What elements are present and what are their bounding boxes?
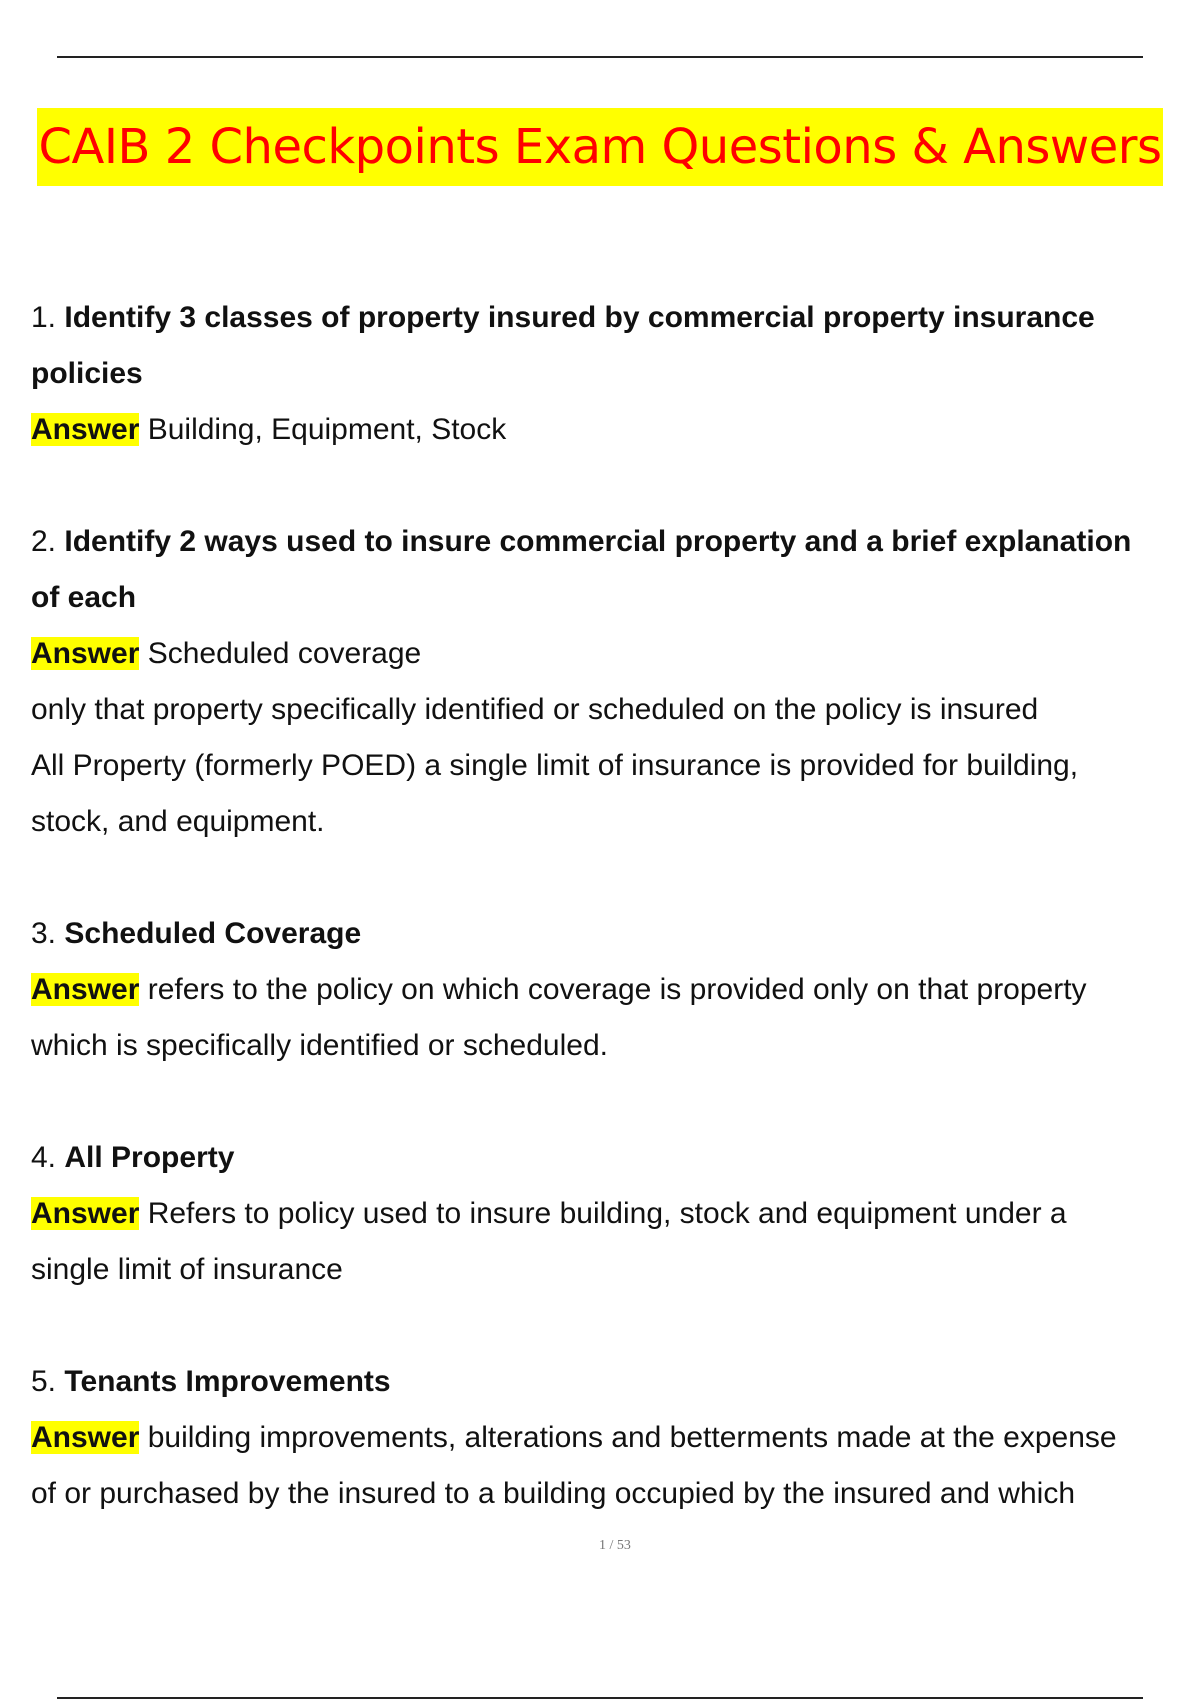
answer-text: building improvements, alterations and betterments made at the expense bbox=[139, 1421, 1117, 1454]
question-number: 1. bbox=[31, 301, 57, 334]
answer-text: only that property specifically identified or scheduled on the policy is insured bbox=[31, 693, 1039, 726]
question-text: of each bbox=[31, 581, 137, 614]
question-number: 3. bbox=[31, 917, 57, 950]
answer-line bbox=[31, 1186, 1200, 1242]
qa-item-5 bbox=[31, 1354, 1200, 1522]
title-wrap bbox=[0, 108, 1200, 186]
answer-text: Refers to policy used to insure building, stock and equipment under a bbox=[139, 1197, 1067, 1230]
page-number: 1 / 53 bbox=[599, 1538, 631, 1553]
answer-line bbox=[31, 1410, 1200, 1466]
answer-label: Answer bbox=[31, 637, 140, 670]
qa-item-3 bbox=[31, 906, 1200, 1074]
question-number: 5. bbox=[31, 1365, 57, 1398]
question-text: Identify 3 classes of property insured by commercial property insurance bbox=[64, 301, 1095, 334]
question-line bbox=[31, 906, 1200, 962]
answer-line bbox=[31, 402, 1200, 458]
question-line bbox=[31, 514, 1200, 570]
answer-text: stock, and equipment. bbox=[31, 805, 325, 838]
question-text: Identify 2 ways used to insure commercial property and a brief explanation bbox=[64, 525, 1132, 558]
answer-text: of or purchased by the insured to a building occupied by the insured and which bbox=[31, 1477, 1076, 1510]
answer-label: Answer bbox=[31, 413, 140, 446]
qa-list bbox=[31, 290, 1200, 1522]
bottom-rule bbox=[57, 1697, 1143, 1699]
answer-line bbox=[31, 626, 1200, 682]
answer-label: Answer bbox=[31, 973, 140, 1006]
question-number: 4. bbox=[31, 1141, 57, 1174]
top-rule bbox=[57, 56, 1143, 58]
question-line bbox=[31, 1354, 1200, 1410]
question-text: All Property bbox=[64, 1141, 235, 1174]
qa-item-1 bbox=[31, 290, 1200, 458]
question-line bbox=[31, 1130, 1200, 1186]
answer-text: which is specifically identified or scheduled. bbox=[31, 1029, 608, 1062]
answer-text: All Property (formerly POED) a single limit of insurance is provided for building, bbox=[31, 749, 1079, 782]
answer-text: Scheduled coverage bbox=[139, 637, 422, 670]
answer-line bbox=[31, 962, 1200, 1018]
answer-text: refers to the policy on which coverage is provided only on that property bbox=[139, 973, 1087, 1006]
document-title: CAIB 2 Checkpoints Exam Questions & Answers bbox=[37, 108, 1164, 186]
answer-label: Answer bbox=[31, 1421, 140, 1454]
question-text: Scheduled Coverage bbox=[64, 917, 362, 950]
answer-text: single limit of insurance bbox=[31, 1253, 343, 1286]
question-number: 2. bbox=[31, 525, 57, 558]
answer-text: Building, Equipment, Stock bbox=[139, 413, 507, 446]
qa-item-4 bbox=[31, 1130, 1200, 1298]
qa-item-2 bbox=[31, 514, 1200, 850]
answer-label: Answer bbox=[31, 1197, 140, 1230]
question-line bbox=[31, 290, 1200, 346]
question-text: Tenants Improvements bbox=[64, 1365, 391, 1398]
question-text: policies bbox=[31, 357, 143, 390]
